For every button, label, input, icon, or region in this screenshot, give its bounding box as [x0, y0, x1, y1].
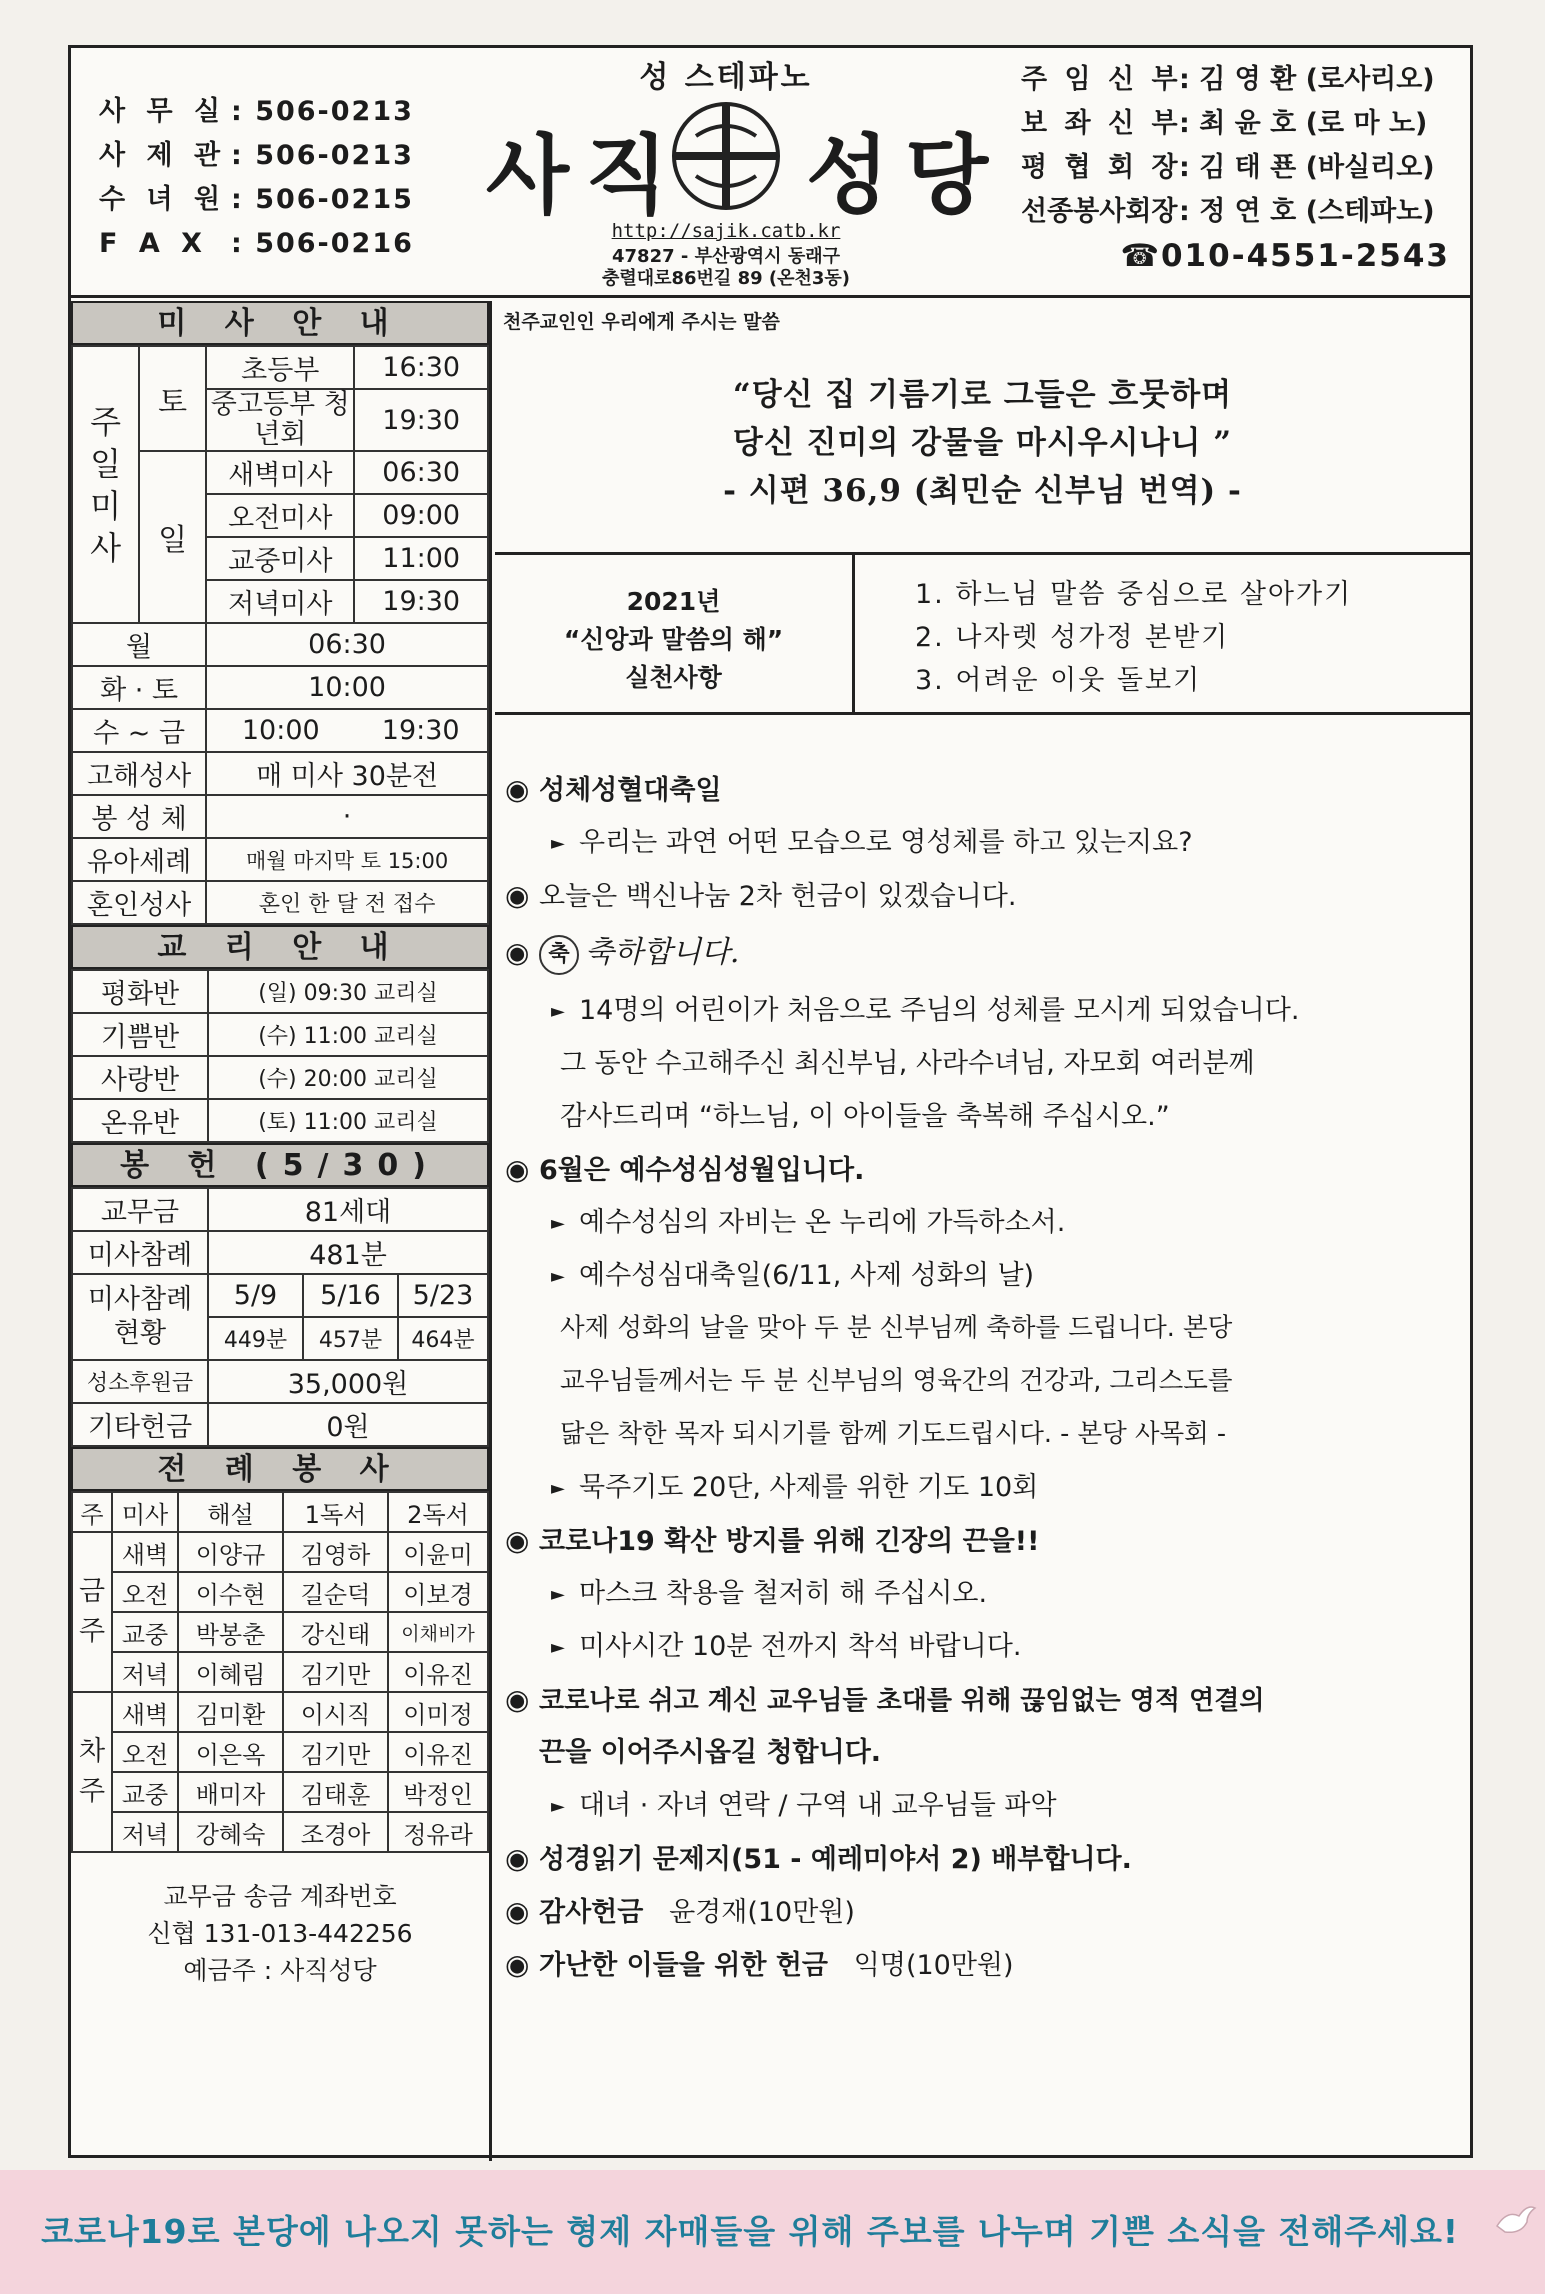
circle-bullet-icon: ◉ [505, 879, 530, 912]
contact-row: 수 녀 원 : 506-0215 [99, 184, 414, 215]
contact-phone: ☎010-4551-2543 [1120, 238, 1450, 274]
donation-account-info: 교무금 송금 계좌번호 신협 131-013-442256 예금주 : 사직성당 [147, 1882, 413, 1985]
notice-text: 끈을 이어주시옵길 청합니다. [539, 1737, 882, 1768]
triangle-bullet-icon: ► [551, 1796, 565, 1817]
notice-subitem: ► 예수성심의 자비는 온 누리에 가득하소서. [505, 1196, 1470, 1249]
circle-bullet-icon: ◉ [505, 1153, 530, 1186]
notice-text: 사제 성화의 날을 맞아 두 분 신부님께 축하를 드립니다. 본당 [560, 1313, 1233, 1343]
notice-item: ◉ 가난한 이들을 위한 헌금 익명(10만원) [505, 1938, 1470, 1991]
triangle-bullet-icon: ► [551, 1266, 565, 1287]
banner-message: 코로나19로 본당에 나오지 못하는 형제 자매들을 위해 주보를 나누며 기쁜 소식을 전해주세요! [41, 2212, 1459, 2251]
patron-saint: 성 스테파노 [639, 60, 813, 95]
staff-list [1021, 58, 1435, 234]
notice-subitem: ► 미사시간 10분 전까지 착석 바랍니다. [505, 1620, 1470, 1673]
triangle-bullet-icon: ► [551, 1584, 565, 1605]
circle-bullet-icon: ◉ [505, 1842, 530, 1875]
dove-icon [1493, 2200, 1537, 2240]
scripture-verse-box [495, 301, 1470, 555]
scripture-verse: “당신 집 기름기로 그들은 흐뭇하며 당신 진미의 강물을 마시우시나니 ” - 시편 36,9 (최민순 신부님 번역) - [723, 377, 1242, 509]
triangle-bullet-icon: ► [551, 1213, 565, 1234]
notice-subitem: ► 마스크 착용을 철저히 해 주십시오. [505, 1567, 1470, 1620]
offering-heading: 봉 헌 (5/30) [71, 1143, 489, 1187]
saturday-label: 토 [139, 346, 206, 451]
catechism-heading: 교 리 안 내 [71, 925, 489, 969]
staff-row: 선종봉사회장 : 정 연 호 (스테파노) [1021, 196, 1435, 227]
triangle-bullet-icon: ► [551, 1001, 565, 1022]
table-row: 교중 박봉춘 강신태 이채비가 [72, 1612, 488, 1652]
notice-text: 감사드리며 “하느님, 이 아이들을 축복해 주십시오.” [560, 1101, 1170, 1132]
notice-item: ◉ 감사헌금 윤경재(10만원) [505, 1885, 1470, 1938]
notice-item: ◉ 축 축하합니다. [505, 922, 1470, 984]
notice-text: 그 동안 수고해주신 최신부님, 사라수녀님, 자모회 여러분께 [560, 1048, 1255, 1079]
church-name-left: 사직 [486, 125, 685, 226]
list-item: 2. 나자렛 성가정 본받기 [915, 622, 1230, 653]
theme-action-items [855, 555, 1470, 712]
staff-row: 주 임 신 부 : 김 영 환 (로사리오) [1021, 64, 1435, 95]
notice-item: ◉ 성경읽기 문제지(51 - 예레미야서 2) 배부합니다. [505, 1832, 1470, 1885]
contact-list [99, 90, 414, 266]
notice-text: 교우님들께서는 두 분 신부님의 영육간의 건강과, 그리스도를 [560, 1366, 1233, 1396]
church-cross-logo-icon [666, 96, 786, 216]
table-row: 오전 이은옥 김기만 이유진 [72, 1732, 488, 1772]
notice-subitem: ► 14명의 어린이가 처음으로 주님의 성체를 모시게 되었습니다. [505, 984, 1470, 1037]
church-address: 47827 - 부산광역시 동래구 충렬대로86번길 89 (온천3동) [601, 246, 851, 289]
mass-schedule-heading: 미 사 안 내 [71, 301, 489, 345]
church-title-block [421, 48, 1031, 298]
contact-row: 사 무 실 : 506-0213 [99, 96, 414, 127]
staff-row: 평 협 회 장 : 김 태 푠 (바실리오) [1021, 152, 1435, 183]
offering-table: 교무금 81세대 미사참례 481분 미사참례 현황 5/9 5/16 5/23 449분 457분 464분 성소후원금 35,000원 기타헌금 0원 [71, 1187, 489, 1447]
triangle-bullet-icon: ► [551, 1478, 565, 1499]
liturgy-heading: 전 례 봉 사 [71, 1447, 489, 1491]
notice-subitem: ► 대녀 · 자녀 연락 / 구역 내 교우님들 파악 [505, 1779, 1470, 1832]
attendance-status-label: 미사참례 현황 [72, 1274, 208, 1360]
theme-title: 2021년 “신앙과 말씀의 해” 실천사항 [495, 555, 855, 712]
verse-intro: 천주교인인 우리에게 주시는 말씀 [503, 311, 780, 333]
mass-schedule-table: 주 일 미 사 토 초등부 16:30 중고등부 청년회 19:30 일 새벽미사 06:30 오전미사 09:00 교중미사 11:00 저녁미사 19:30 월 06:30 화 · 토 10:00 수 ~ 금 10:00 19:30 고해성사 매 미사 30분전 봉 성 체 · 유아세례 매월 마지막 토 15:00 혼인성사 혼인 한 달 전 접수 [71, 345, 489, 925]
circle-bullet-icon: ◉ [505, 1895, 530, 1928]
list-item: 1. 하느님 말씀 중심으로 살아가기 [915, 579, 1353, 610]
notice-subitem: ► 우리는 과연 어떤 모습으로 영성체를 하고 있는지요? [505, 816, 1470, 869]
church-name-right: 성당 [806, 125, 1005, 226]
staff-row: 보 좌 신 부 : 최 윤 호 (로 마 노) [1021, 108, 1428, 139]
catechism-table: 평화반 (일) 09:30 교리실 기쁨반 (수) 11:00 교리실 사랑반 (수) 20:00 교리실 온유반 (토) 11:00 교리실 [71, 969, 489, 1143]
left-info-column [71, 301, 492, 2161]
table-row: 저녁 이혜림 김기만 이유진 [72, 1652, 488, 1692]
bulletin-header [71, 48, 1470, 298]
footer-banner [0, 2170, 1545, 2294]
circle-bullet-icon: ◉ [505, 1683, 530, 1716]
table-row: 금 주 새벽 이양규 김영하 이윤미 [72, 1532, 488, 1572]
celebration-seal-icon: 축 [539, 935, 579, 975]
notice-text: 닮은 착한 목자 되시기를 함께 기도드립시다. - 본당 사목회 - [560, 1419, 1227, 1449]
sunday-label: 일 [139, 451, 206, 623]
list-item: 3. 어려운 이웃 돌보기 [915, 665, 1202, 696]
church-url[interactable]: http://sajik.catb.kr [611, 220, 841, 242]
circle-bullet-icon: ◉ [505, 1948, 530, 1981]
notice-item: ◉ 코로나로 쉬고 계신 교우님들 초대를 위해 끊임없는 영적 연결의 [505, 1673, 1470, 1726]
notice-item: ◉ 오늘은 백신나눔 2차 헌금이 있겠습니다. [505, 869, 1470, 922]
notice-item: ◉ 성체성혈대축일 [505, 763, 1470, 816]
notice-subitem: ► 묵주기도 20단, 사제를 위한 기도 10회 [505, 1461, 1470, 1514]
triangle-bullet-icon: ► [551, 833, 565, 854]
notice-item: ◉ 코로나19 확산 방지를 위해 긴장의 끈을!! [505, 1514, 1470, 1567]
circle-bullet-icon: ◉ [505, 1524, 530, 1557]
contact-row: F A X : 506-0216 [99, 228, 414, 259]
notice-item: ◉ 6월은 예수성심성월입니다. [505, 1143, 1470, 1196]
yearly-theme [495, 555, 1470, 715]
circle-bullet-icon: ◉ [505, 936, 530, 969]
bulletin-sheet [68, 45, 1473, 2158]
right-content-column [495, 301, 1470, 2161]
sunday-mass-label: 주 일 미 사 [72, 346, 139, 623]
table-row: 저녁 강혜숙 조경아 정유라 [72, 1812, 488, 1852]
table-row: 교중 배미자 김태훈 박정인 [72, 1772, 488, 1812]
contact-row: 사 제 관 : 506-0213 [99, 140, 414, 171]
parish-notices [495, 715, 1470, 1991]
notice-subitem: ► 예수성심대축일(6/11, 사제 성화의 날) [505, 1249, 1470, 1302]
table-row: 오전 이수현 길순덕 이보경 [72, 1572, 488, 1612]
triangle-bullet-icon: ► [551, 1637, 565, 1658]
liturgy-service-table: 주 미사 해설 1독서 2독서 금 주 새벽 이양규 김영하 이윤미 오전 이수현 길순덕 이보경 교중 박봉춘 강신태 이채비가 저녁 이혜림 김기만 이유진 차 주 새벽 김미환 이시직 이미정 오전 이은옥 김기만 이유진 교중 배미자 김태훈 박정인 저녁 강혜숙 조경아 정유라 [71, 1491, 489, 1853]
table-row: 차 주 새벽 김미환 이시직 이미정 [72, 1692, 488, 1732]
circle-bullet-icon: ◉ [505, 773, 530, 806]
